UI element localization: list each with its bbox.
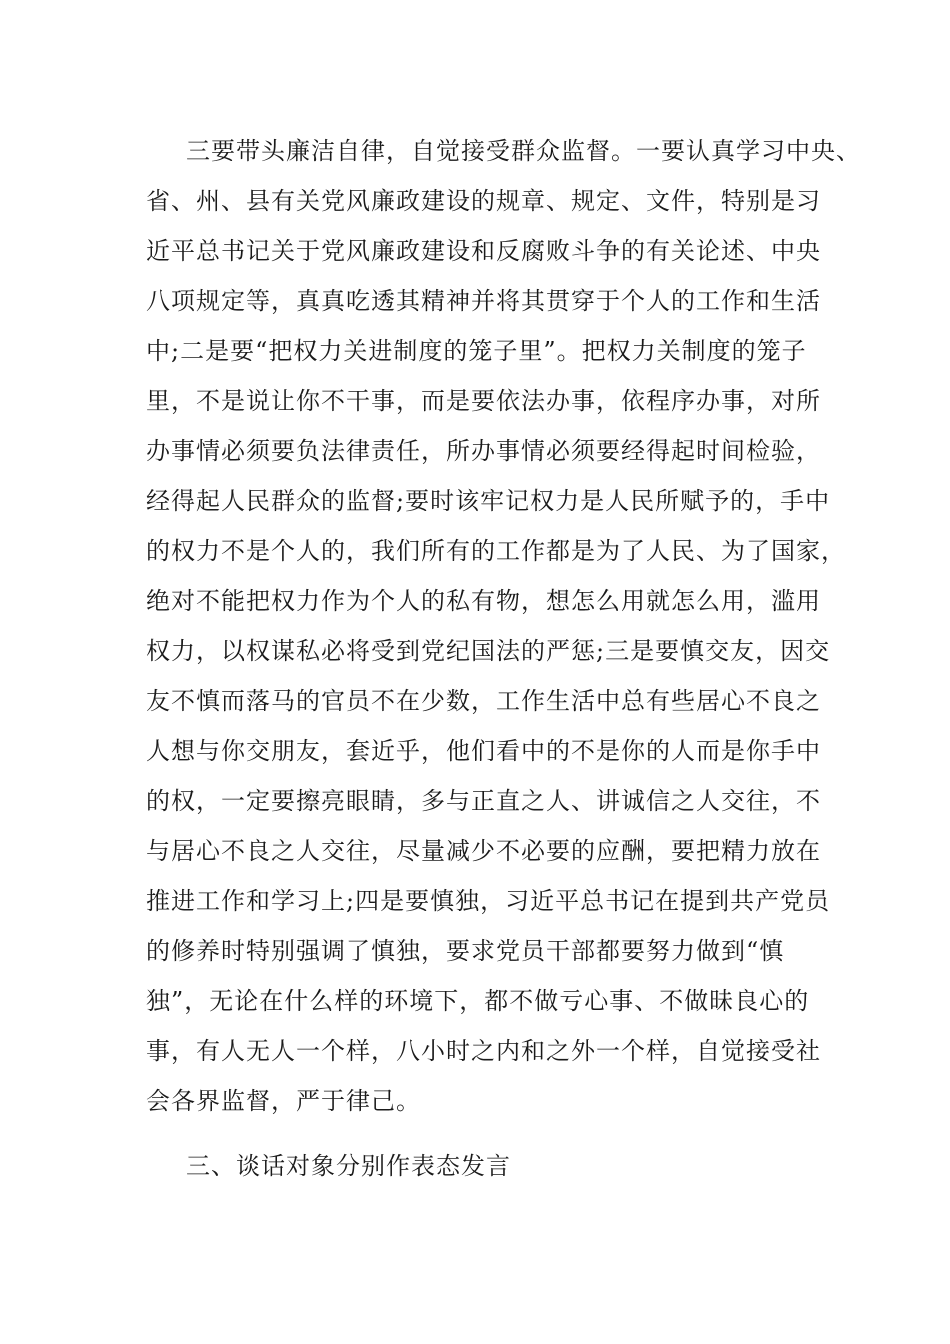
paragraph-line-4: 八项规定等，真真吃透其精神并将其贯穿于个人的工作和生活 <box>146 287 821 315</box>
paragraph-line-6: 里，不是说让你不干事，而是要依法办事，依程序办事，对所 <box>146 387 821 415</box>
paragraph-line-3: 近平总书记关于党风廉政建设和反腐败斗争的有关论述、中央 <box>146 237 821 265</box>
paragraph-line-19: 事，有人无人一个样，八小时之内和之外一个样，自觉接受社 <box>146 1037 821 1065</box>
paragraph-line-5: 中;二是要“把权力关进制度的笼子里”。把权力关制度的笼子 <box>146 337 807 365</box>
paragraph-line-12: 友不慎而落马的官员不在少数，工作生活中总有些居心不良之 <box>146 687 821 715</box>
paragraph-line-15: 与居心不良之人交往，尽量减少不必要的应酬，要把精力放在 <box>146 837 821 865</box>
section-heading: 三、谈话对象分别作表态发言 <box>186 1152 511 1180</box>
paragraph-line-20: 会各界监督，严于律己。 <box>146 1087 421 1115</box>
paragraph-line-14: 的权，一定要擦亮眼睛，多与正直之人、讲诚信之人交往，不 <box>146 787 821 815</box>
paragraph-line-9: 的权力不是个人的，我们所有的工作都是为了人民、为了国家， <box>146 537 846 565</box>
paragraph-line-11: 权力，以权谋私必将受到党纪国法的严惩;三是要慎交友，因交 <box>146 637 831 665</box>
paragraph-line-13: 人想与你交朋友，套近乎，他们看中的不是你的人而是你手中 <box>146 737 821 765</box>
paragraph-line-2: 省、州、县有关党风廉政建设的规章、规定、文件，特别是习 <box>146 187 821 215</box>
paragraph-line-7: 办事情必须要负法律责任，所办事情必须要经得起时间检验， <box>146 437 821 465</box>
paragraph-line-17: 的修养时特别强调了慎独，要求党员干部都要努力做到“慎 <box>146 937 785 965</box>
paragraph-line-1: 三要带头廉洁自律，自觉接受群众监督。一要认真学习中央、 <box>186 137 861 165</box>
paragraph-line-10: 绝对不能把权力作为个人的私有物，想怎么用就怎么用，滥用 <box>146 587 821 615</box>
paragraph-line-16: 推进工作和学习上;四是要慎独，习近平总书记在提到共产党员 <box>146 887 831 915</box>
paragraph-line-18: 独”，无论在什么样的环境下，都不做亏心事、不做昧良心的 <box>146 987 810 1015</box>
paragraph-line-8: 经得起人民群众的监督;要时该牢记权力是人民所赋予的，手中 <box>146 487 831 515</box>
